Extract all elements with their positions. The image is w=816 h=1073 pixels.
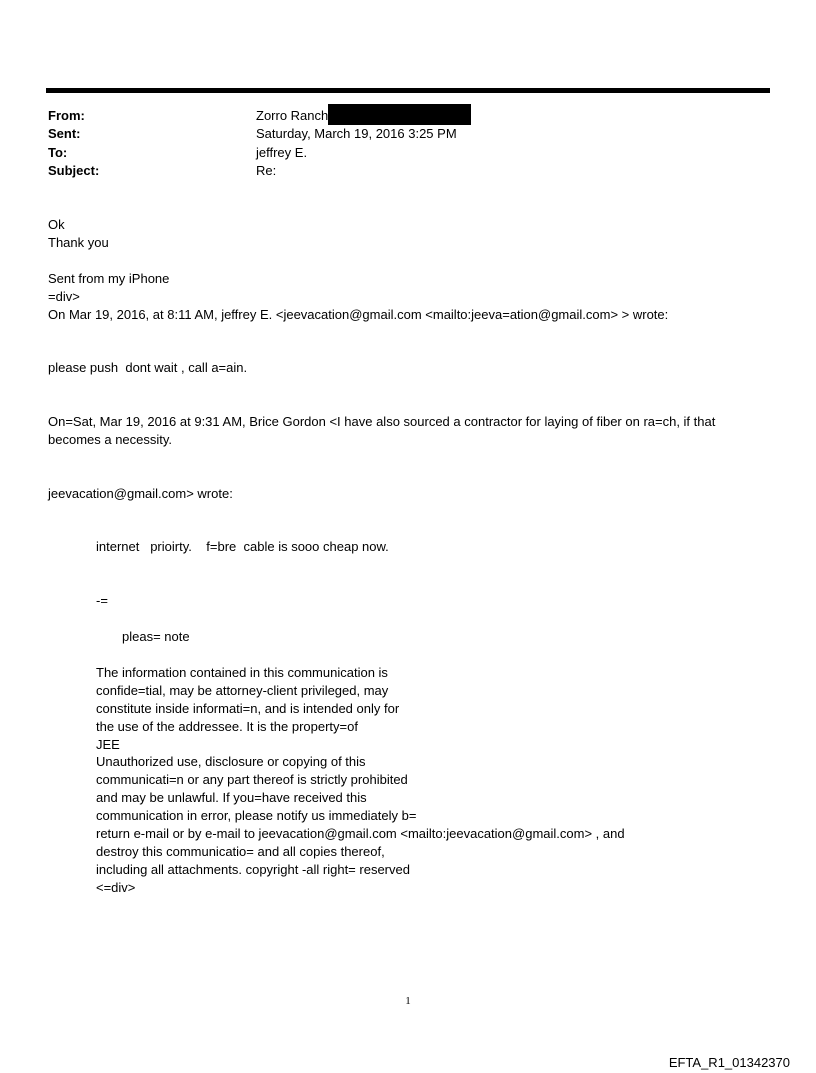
- disclaimer-line: destroy this communicatio= and all copies thereof,: [96, 844, 385, 859]
- push-line: please push dont wait , call a=ain.: [48, 360, 248, 375]
- disclaimer-line: <=div>: [96, 880, 136, 895]
- from-value: Zorro Ranch: [256, 108, 329, 123]
- wrote-line: jeevacation@gmail.com> wrote:: [48, 486, 233, 501]
- disclaimer-line: and may be unlawful. If you=have received this: [96, 790, 367, 805]
- disclaimer-line: The information contained in this communication is: [96, 665, 388, 680]
- to-label: To:: [48, 145, 68, 160]
- subject-value: Re:: [256, 163, 277, 178]
- to-value: jeffrey E.: [256, 145, 308, 160]
- brice-line: becomes a necessity.: [48, 432, 173, 447]
- disclaimer-line: return e-mail or by e-mail to jeevacation@gmail.com <mailto:jeevacation@gmail.com> , and: [96, 826, 625, 841]
- quote-intro: On Mar 19, 2016, at 8:11 AM, jeffrey E. <jeevacation@gmail.com <mailto:jeeva=ation@gmail.com> > wrote:: [48, 307, 669, 322]
- reply-line: Ok: [48, 217, 65, 232]
- div-marker: =div>: [48, 289, 80, 304]
- dash-line: -=: [96, 593, 108, 608]
- disclaimer-line: confide=tial, may be attorney-client privileged, may: [96, 683, 389, 698]
- signature-line: Sent from my iPhone: [48, 271, 170, 286]
- sent-value: Saturday, March 19, 2016 3:25 PM: [256, 126, 457, 141]
- internet-line: internet prioirty. f=bre cable is sooo cheap now.: [96, 539, 389, 554]
- disclaimer-line: communicati=n or any part thereof is strictly prohibited: [96, 772, 408, 787]
- sent-label: Sent:: [48, 126, 81, 141]
- header-rule: [46, 88, 770, 93]
- bates-number: EFTA_R1_01342370: [668, 1055, 790, 1070]
- disclaimer-line: JEE: [96, 737, 120, 752]
- from-label: From:: [48, 108, 85, 123]
- page-number: 1: [405, 995, 411, 1007]
- disclaimer-line: constitute inside informati=n, and is intended only for: [96, 701, 400, 716]
- disclaimer-line: Unauthorized use, disclosure or copying of this: [96, 754, 366, 769]
- reply-line: Thank you: [48, 235, 109, 250]
- subject-label: Subject:: [48, 163, 100, 178]
- please-note-line: pleas= note: [122, 629, 190, 644]
- disclaimer-line: communication in error, please notify us immediately b=: [96, 808, 417, 823]
- redaction-box: [328, 104, 471, 125]
- disclaimer-line: including all attachments. copyright -all right= reserved: [96, 862, 410, 877]
- brice-line: On=Sat, Mar 19, 2016 at 9:31 AM, Brice Gordon <I have also sourced a contractor for laying of fiber on ra=ch, if that: [48, 414, 716, 429]
- disclaimer-line: the use of the addressee. It is the property=of: [96, 719, 358, 734]
